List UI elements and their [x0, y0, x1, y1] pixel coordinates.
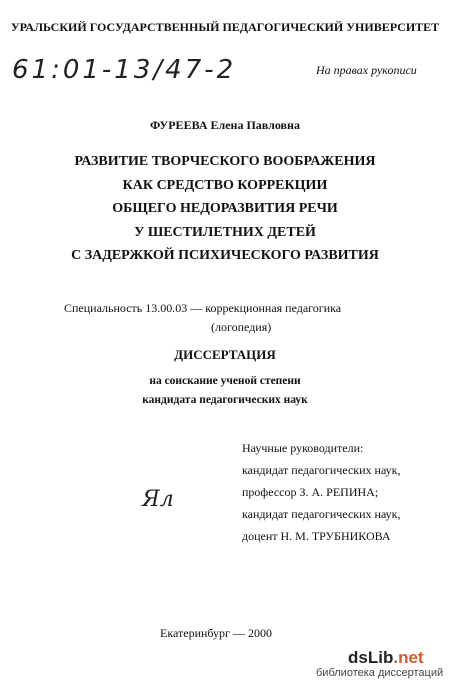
specialty-subtitle: (логопедия) — [211, 320, 272, 334]
specialty-line: Специальность 13.00.03 — коррекционная педагогика — [64, 301, 342, 315]
manuscript-status: На правах рукописи — [316, 63, 417, 77]
title-line: РАЗВИТИЕ ТВОРЧЕСКОГО ВООБРАЖЕНИЯ — [74, 154, 376, 169]
handwritten-signature — [140, 484, 184, 512]
title-line: ОБЩЕГО НЕДОРАЗВИТИЯ РЕЧИ — [112, 201, 338, 217]
scientific-advisors — [242, 437, 400, 547]
title-line: КАК СРЕДСТВО КОРРЕКЦИИ — [122, 177, 328, 193]
advisor-line: доцент Н. М. ТРУБНИКОВА — [242, 529, 391, 543]
title-line: У ШЕСТИЛЕТНИХ ДЕТЕЙ — [134, 224, 316, 240]
advisor-line: кандидат педагогических наук, — [242, 463, 401, 477]
dissertation-title — [0, 150, 450, 268]
degree-line: на соискание ученой степени — [149, 375, 301, 387]
author-name: ФУРЕЕВА Елена Павловна — [150, 118, 300, 132]
advisor-line: кандидат педагогических наук, — [242, 507, 401, 521]
handwritten-registration-number — [8, 52, 288, 88]
title-line: С ЗАДЕРЖКОЙ ПСИХИЧЕСКОГО РАЗВИТИЯ — [71, 248, 379, 264]
dissertation-label: ДИССЕРТАЦИЯ — [174, 347, 276, 362]
advisor-line: профессор З. А. РЕПИНА; — [242, 485, 379, 499]
degree-line: кандидата педагогических наук — [142, 394, 308, 406]
dslib-watermark — [316, 648, 450, 684]
watermark-logo-main: dsLib — [348, 648, 394, 667]
city-year: Екатеринбург — 2000 — [160, 626, 272, 640]
signature-text: Ял — [142, 487, 174, 512]
watermark-logo-domain: .net — [393, 648, 424, 667]
degree-info — [0, 372, 450, 410]
watermark-subtitle: библиотека диссертаций — [316, 667, 444, 679]
handwritten-number-text: 61:01-13/47-2 — [12, 55, 237, 85]
watermark-logo — [348, 648, 424, 668]
advisors-heading: Научные руководители: — [242, 441, 364, 455]
university-name: УРАЛЬСКИЙ ГОСУДАРСТВЕННЫЙ ПЕДАГОГИЧЕСКИЙ УНИВЕРСИТЕТ — [10, 20, 440, 34]
